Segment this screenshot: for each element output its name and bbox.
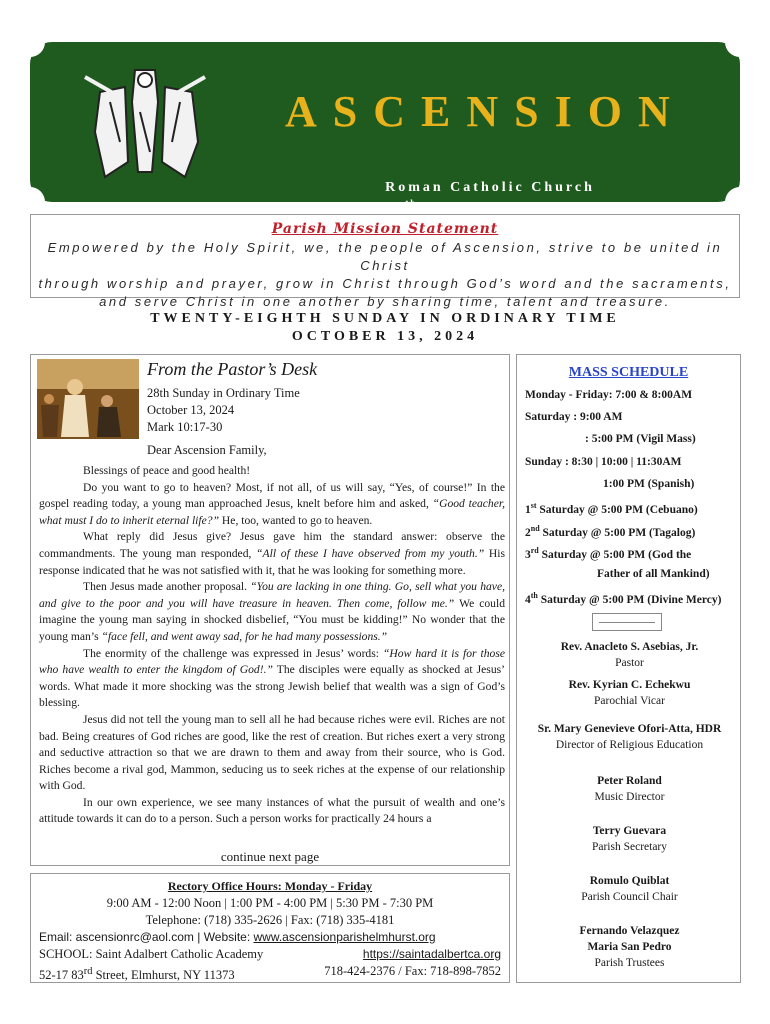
header-banner	[30, 42, 740, 216]
mass-sunday: Sunday : 8:30 | 10:00 | 11:30AM	[525, 456, 682, 468]
mass-fourth-saturday: 4th Saturday @ 5:00 PM (Divine Mercy)	[525, 591, 722, 606]
church-title: ASCENSION	[285, 87, 686, 136]
rectory-title: Rectory Office Hours: Monday - Friday	[167, 879, 373, 893]
banner-notch	[15, 27, 45, 57]
website-link[interactable]: www.ascensionparishelmhurst.org	[253, 930, 436, 944]
mass-third-saturday: 3rd Saturday @ 5:00 PM (God the	[525, 546, 692, 561]
mass-weekday: Monday - Friday: 7:00 & 8:00AM	[525, 389, 693, 401]
rectory-contact: Email: ascensionrc@aol.com | Website: www.ascensionparishelmhurst.org	[39, 930, 436, 944]
banner-notch	[725, 187, 755, 217]
rectory-info-box	[30, 873, 510, 983]
rectory-phone: Telephone: (718) 335-2626 | Fax: (718) 335-4181	[145, 913, 395, 927]
pastor-desk-meta: 28th Sunday in Ordinary Time October 13, 2024 Mark 10:17-30	[147, 386, 300, 434]
mass-vigil: : 5:00 PM (Vigil Mass)	[585, 433, 696, 445]
pastor-desk-heading: From the Pastor’s Desk	[147, 359, 318, 379]
church-address: 86-13 55th Avenue Elmhurst, NY 11373	[339, 198, 641, 216]
staff-music: Peter Roland Music Director	[594, 775, 665, 803]
letter-greeting: Dear Ascension Family,	[147, 443, 267, 457]
jesus-painting-image	[37, 359, 139, 439]
staff-vicar: Rev. Kyrian C. Echekwu Parochial Vicar	[568, 679, 691, 707]
mass-saturday: Saturday : 9:00 AM	[525, 411, 623, 423]
school-website-link[interactable]: https://saintadalbertca.org	[362, 947, 501, 961]
mass-second-saturday: 2nd Saturday @ 5:00 PM (Tagalog)	[525, 524, 696, 539]
mass-spanish: 1:00 PM (Spanish)	[603, 478, 695, 490]
pastor-desk-box	[30, 354, 510, 866]
liturgical-heading: TWENTY-EIGHTH SUNDAY IN ORDINARY TIME OCTOBER 13, 2024	[150, 311, 620, 344]
mission-statement-box	[30, 214, 740, 309]
mission-title: Parish Mission Statement	[271, 221, 499, 237]
mass-schedule-box	[516, 354, 741, 983]
mass-schedule-title: MASS SCHEDULE	[568, 365, 689, 380]
ascension-logo-icon	[80, 62, 210, 192]
church-subtitle: Roman Catholic Church	[385, 180, 595, 195]
mass-third-saturday-cont: Father of all Mankind)	[597, 568, 710, 580]
staff-pastor: Rev. Anacleto S. Asebias, Jr. Pastor	[560, 641, 699, 669]
staff-dre: Sr. Mary Genevieve Ofori-Atta, HDR Director of Religious Education	[537, 723, 722, 751]
school-address-row: 52-17 83rd Street, Elmhurst, NY 11373 718-424-2376 / Fax: 718-898-7852	[39, 964, 501, 983]
mass-first-saturday: 1st Saturday @ 5:00 PM (Cebuano)	[525, 501, 698, 516]
staff-trustees: Fernando Velazquez Maria San Pedro Parish Trustees	[579, 925, 680, 969]
staff-secretary: Terry Guevara Parish Secretary	[591, 825, 668, 853]
mission-text: Empowered by the Holy Spirit, we, the people of Ascension, strive to be united in Christ through worship and prayer, grow in Christ through God’s word and the sacraments, and serve Christ in one another by sharing time, talent and treasure.	[38, 240, 732, 309]
letter-body: Blessings of peace and good health! Do you want to go to heaven? Most, if not all, of us will say, “Yes, of course!” In the gospel reading today, a young man approached Jesus, knelt before him and asked, “Good teacher, what must I do to inherit eternal life?” He, too, wanted to go to heaven. What reply did Jesus give? Jesus gave him the standard answer: observe the commandments. The young man responded, “All of these I have observed from my youth.” His response indicated that he was not satisfied with it, that he was looking for something more. Then Jesus made another proposal. “You are lacking in one thing. Go, sell what you have, and give to the poor and you will have treasure in heaven. Then come, follow me.” We could imagine the young man saying in shocked disbelief, “You must be kidding!” No wonder that the young man’s “face fell, and went away sad, for he had many possessions.” The enormity of the challenge was expressed in Jesus’ words: “How hard it is for those who have wealth to enter the kingdom of God!.” The disciples were equally as shocked at Jesus’ words. What made it more shocking was the strong Jewish belief that wealth was a sign of God’s blessing. Jesus did not tell the young man to sell all he had because riches were evil. Riches are not bad. Being creatures of God riches are good, like the rest of creation. But riches exert a very strong and seductive attraction so that we are drawn to them and away from their source, who is God. Riches become a rival god, Mammon, seducing us to seek riches at the expense of our relationship with God. In our own experience, we see many instances of what the pursuit of wealth and one’s attitude towards it can do to a person. Such a person works for practically 24 hours a	[39, 464, 505, 826]
staff-council: Romulo Quiblat Parish Council Chair	[581, 875, 678, 903]
rectory-hours: 9:00 AM - 12:00 Noon | 1:00 PM - 4:00 PM | 5:30 PM - 7:30 PM	[106, 896, 434, 910]
ornament-divider	[592, 613, 662, 631]
school-row: SCHOOL: Saint Adalbert Catholic Academy https://saintadalbertca.org	[39, 947, 501, 961]
continue-next-page: continue next page	[220, 849, 320, 864]
